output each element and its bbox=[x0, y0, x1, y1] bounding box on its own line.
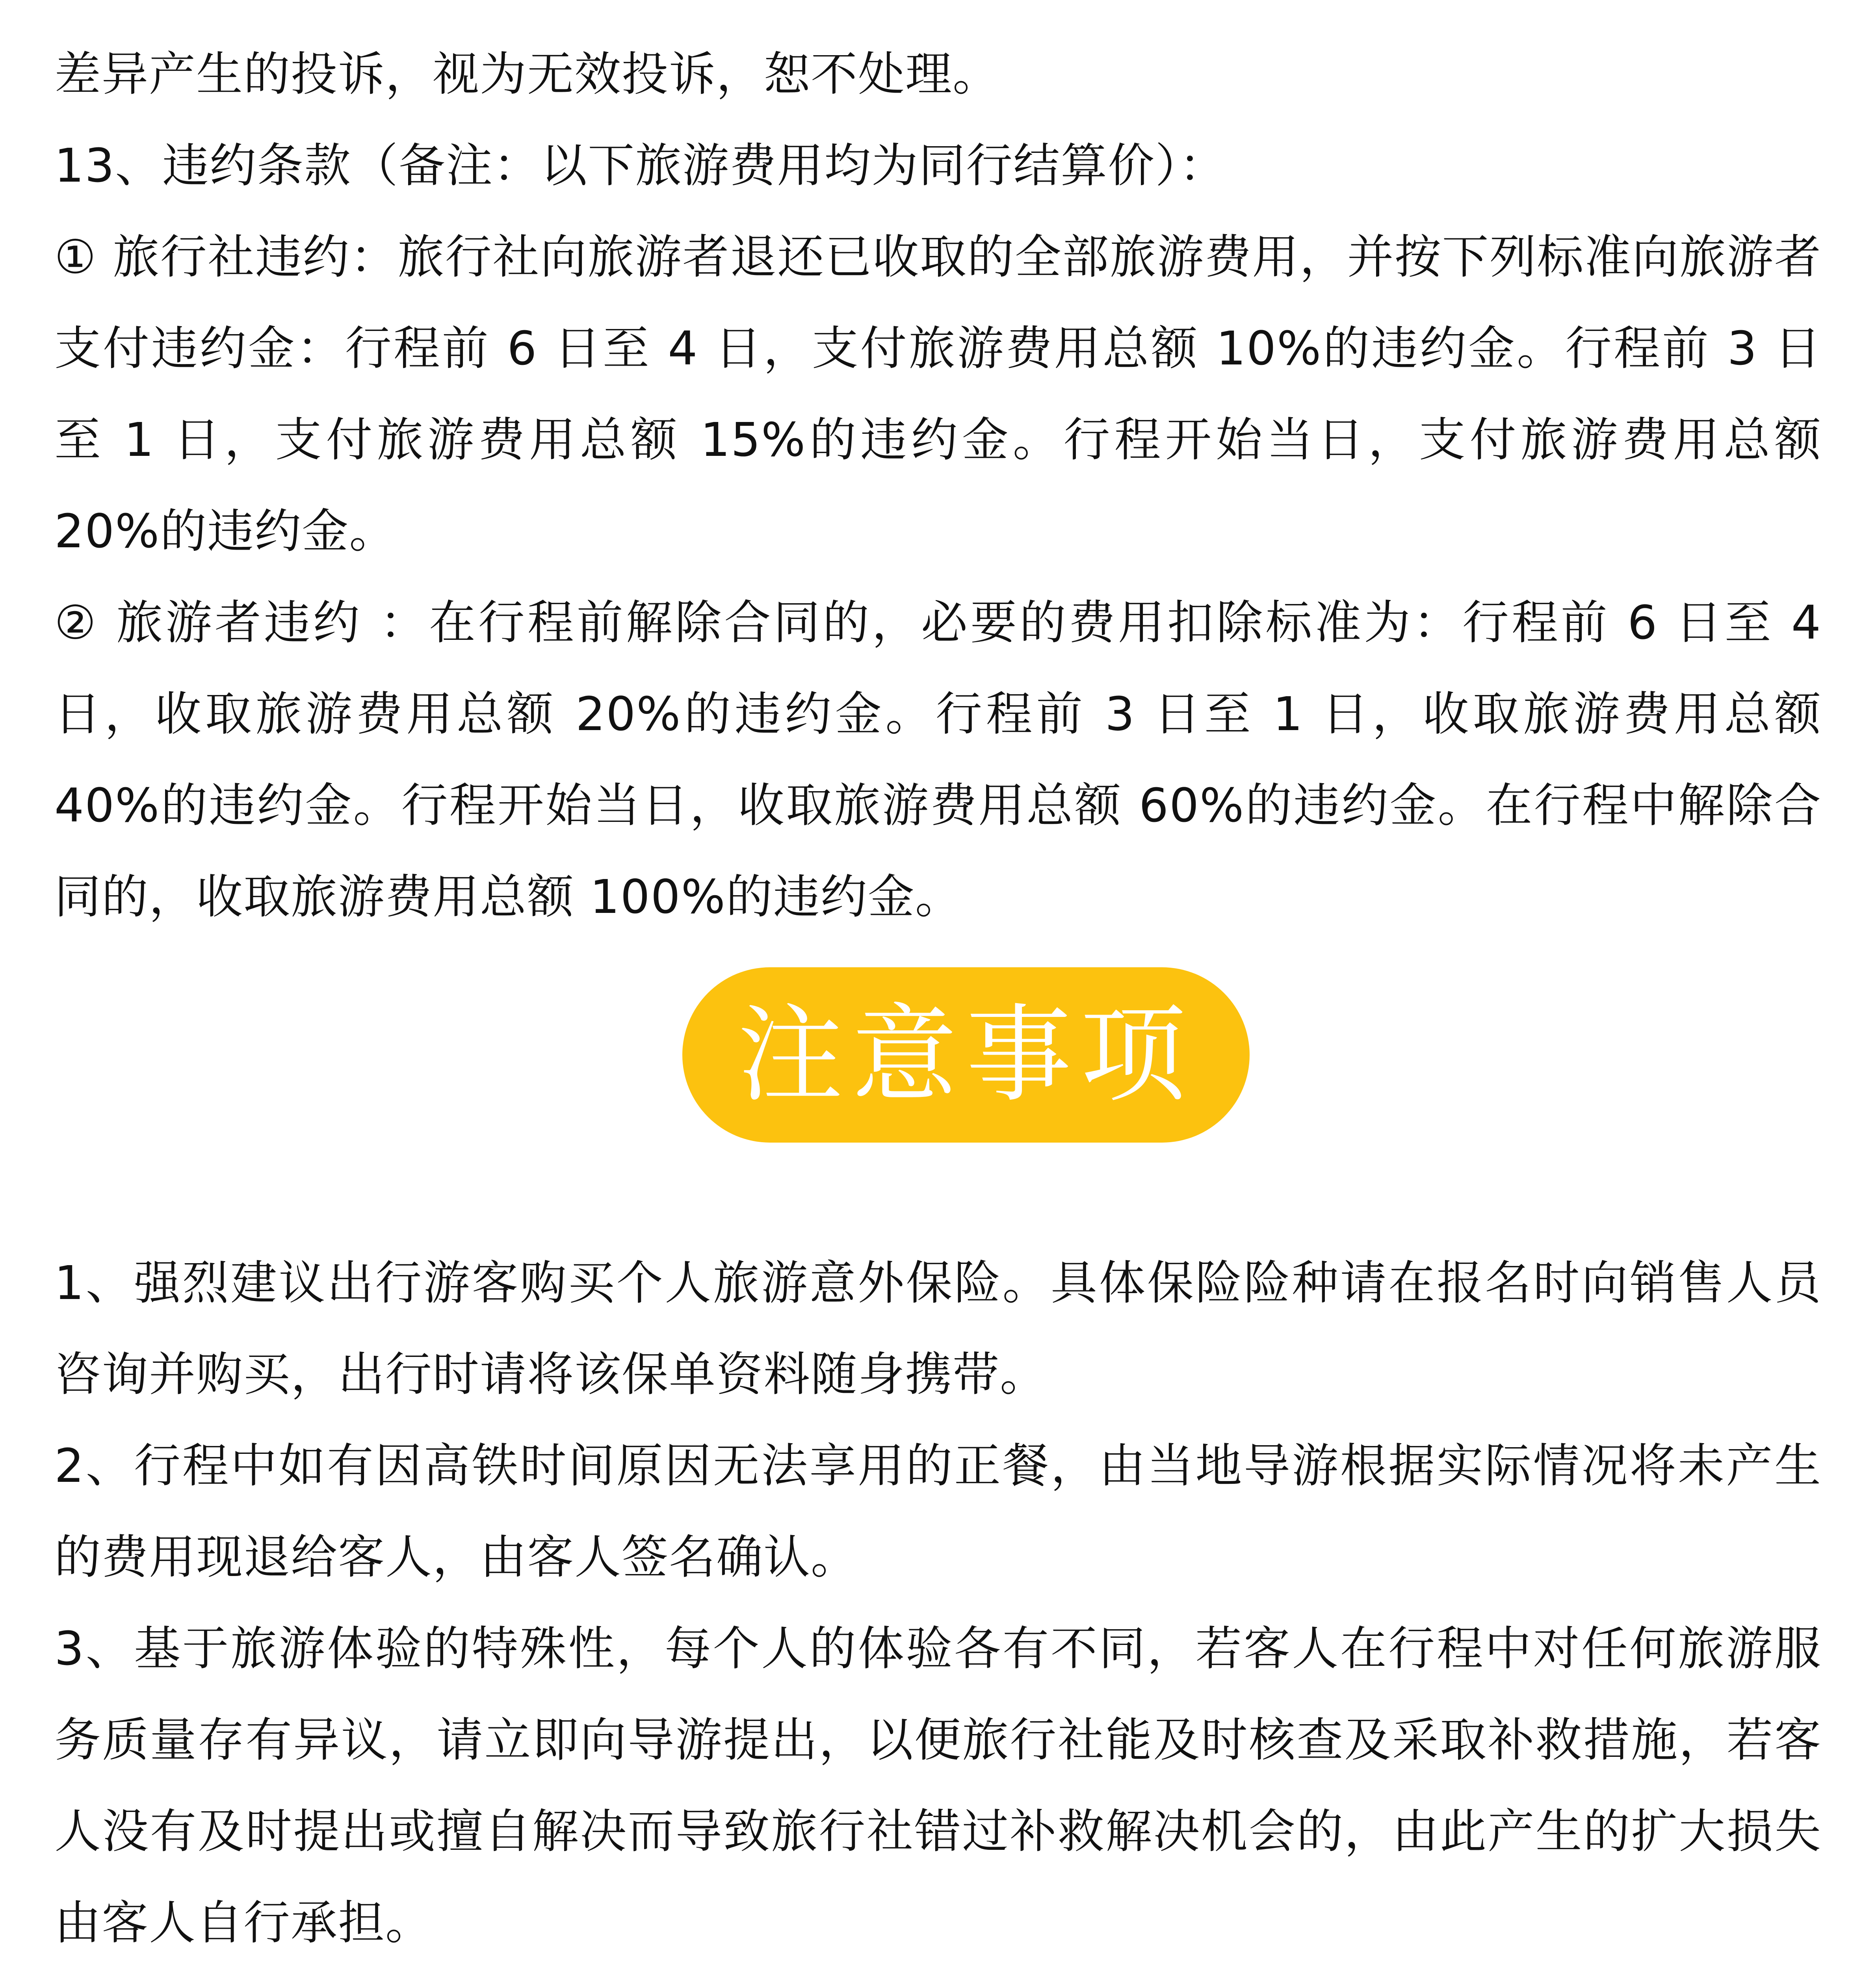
paragraph-breach-clause-heading: 13、违约条款（备注：以下旅游费用均为同行结算价）： bbox=[54, 138, 1227, 193]
note-item-insurance: 1、强烈建议出行游客购买个人旅游意外保险。具体保险险种请在报名时向销售人员咨询并购买，出行时请将该保单资料随身携带。 bbox=[54, 1256, 1822, 1401]
notes-heading-banner bbox=[682, 967, 1250, 1143]
note-item-departure-requests bbox=[54, 1968, 1822, 1970]
note-item-meal-refund: 2、行程中如有因高铁时间原因无法享用的正餐，由当地导游根据实际情况将未产生的费用现退给客人，由客人签名确认。 bbox=[54, 1438, 1822, 1584]
notes-heading-title: 注意事项 bbox=[737, 993, 1194, 1117]
contract-terms-section bbox=[54, 28, 1822, 942]
paragraph-agency-breach: ① 旅行社违约：旅行社向旅游者退还已收取的全部旅游费用，并按下列标准向旅游者支付违约金：行程前 6 日至 4 日，支付旅游费用总额 10%的违约金。行程前 3 日至 1 日，支付旅游费用总额 15%的违约金。行程开始当日，支付旅游费用总额 20%的违约金。 bbox=[54, 230, 1822, 558]
paragraph-tourist-breach: ② 旅游者违约 ：在行程前解除合同的，必要的费用扣除标准为：行程前 6 日至 4 日，收取旅游费用总额 20%的违约金。行程前 3 日至 1 日，收取旅游费用总额 40%的违约金。行程开始当日，收取旅游费用总额 60%的违约金。在行程中解除合同的，收取旅游费用总额 100%的违约金。 bbox=[54, 595, 1822, 924]
paragraph-complaint-note: 差异产生的投诉，视为无效投诉，恕不处理。 bbox=[54, 47, 1000, 101]
notes-section bbox=[54, 1237, 1822, 1970]
note-item-service-complaint: 3、基于旅游体验的特殊性，每个人的体验各有不同，若客人在行程中对任何旅游服务质量存有异议，请立即向导游提出，以便旅行社能及时核查及采取补救措施，若客人没有及时提出或擅自解决而导致旅行社错过补救解决机会的，由此产生的扩大损失由客人自行承担。 bbox=[54, 1621, 1822, 1950]
